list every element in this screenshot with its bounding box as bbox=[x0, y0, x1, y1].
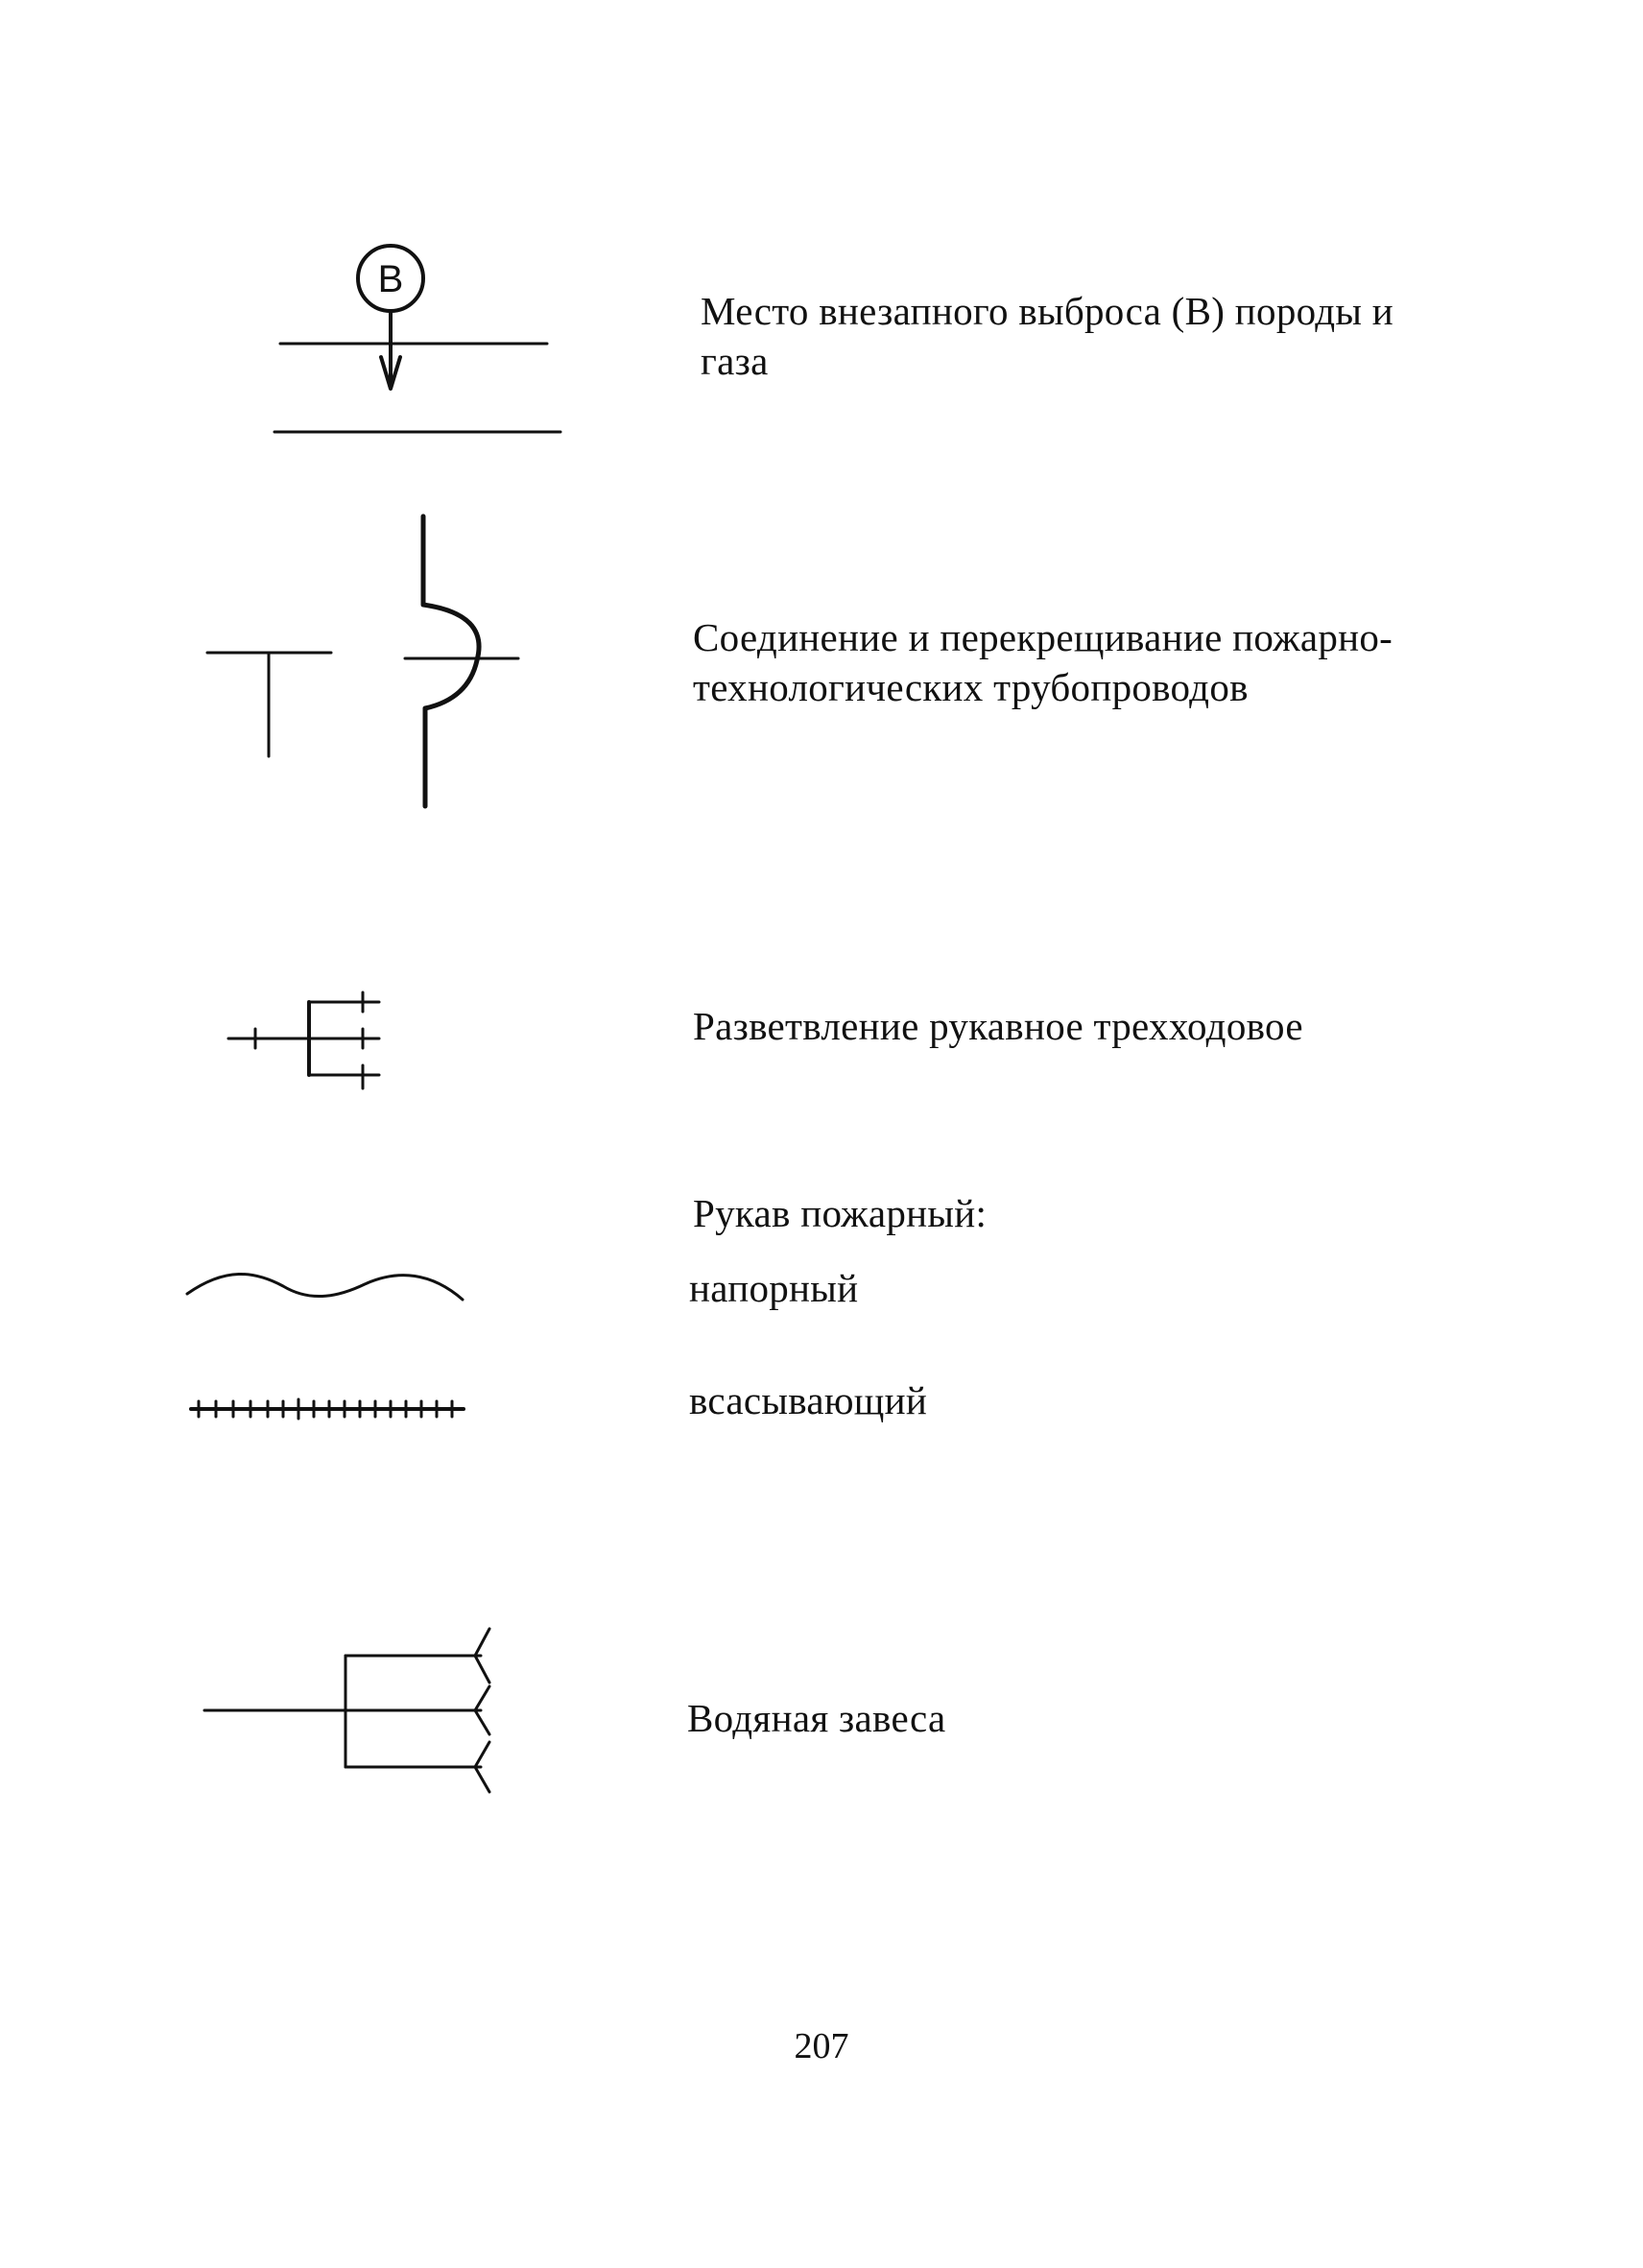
caption-three-way-branch: Разветвление рукавное трехходовое bbox=[693, 1004, 1303, 1048]
outburst-symbol-icon bbox=[259, 240, 576, 442]
caption-pressure-hose: напорный bbox=[689, 1266, 859, 1310]
three-way-branch-icon bbox=[221, 989, 393, 1094]
caption-water-curtain: Водяная завеса bbox=[687, 1696, 946, 1740]
crossing-vertical-with-bypass bbox=[423, 516, 479, 806]
pipe-connection-crossing-icon bbox=[202, 509, 528, 816]
caption-suction-hose: всасывающий bbox=[689, 1378, 928, 1422]
page-number: 207 bbox=[794, 2026, 849, 2066]
caption-outburst: Место внезапного выброса (В) породы и газа bbox=[701, 289, 1394, 383]
outburst-letter: B bbox=[377, 258, 404, 300]
water-curtain-icon bbox=[197, 1617, 513, 1800]
pressure-hose-icon bbox=[182, 1257, 470, 1315]
caption-fire-hose: Рукав пожарный: bbox=[693, 1191, 988, 1235]
pressure-hose-wave bbox=[187, 1274, 463, 1300]
caption-pipe-connection: Соединение и перекрещивание пожарно- технологических трубопроводов bbox=[693, 615, 1393, 709]
suction-hose-icon bbox=[187, 1390, 475, 1428]
